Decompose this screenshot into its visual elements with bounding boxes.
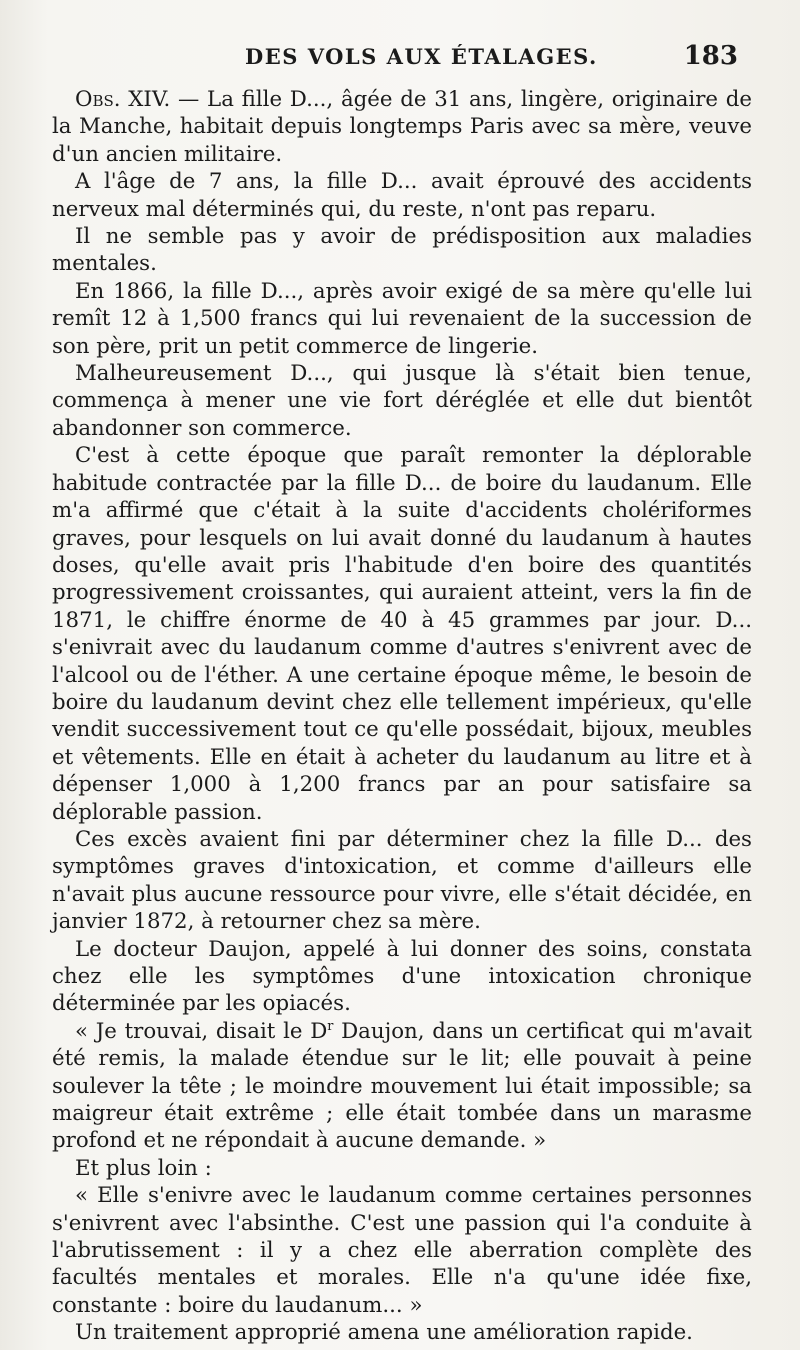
paragraph-quote bbox=[52, 1018, 752, 1155]
paragraph: En 1866, la fille D..., après avoir exigé de sa mère qu'elle lui remît 12 à 1,500 francs qui lui revenaient de la succession de son père, prit un petit commerce de lingerie. bbox=[52, 278, 752, 359]
observation-label: Obs. XIV. bbox=[75, 87, 171, 112]
paragraph-text: — La fille D..., âgée de 31 ans, lingère, originaire de la Manche, habitait depuis longtemps Paris avec sa mère, veuve d'un ancien militaire. bbox=[52, 87, 752, 167]
paragraph: Ces excès avaient fini par déterminer chez la fille D... des symptômes graves d'intoxication, et comme d'ailleurs elle n'avait plus aucune ressource pour vivre, elle s'était décidée, en janvier 1872, à retourner chez sa mère. bbox=[52, 826, 752, 935]
quote-start: « Je trouvai, disait le D bbox=[75, 1018, 328, 1044]
paragraph: Et plus loin : bbox=[75, 1155, 212, 1181]
paragraph: Un traitement approprié amena une amélioration rapide. bbox=[75, 1320, 693, 1346]
paragraph: Le docteur Daujon, appelé à lui donner des soins, constata chez elle les symptômes d'une intoxication chronique déterminée par les opiacés. bbox=[52, 936, 752, 1017]
paragraph-quote: « Elle s'enivre avec le laudanum comme certaines personnes s'enivrent avec l'absinthe. C'est une passion qui l'a conduite à l'abrutissement : il y a chez elle aberration complète des facultés mentales et morales. Elle n'a qu'une idée fixe, constante : boire du laudanum... » bbox=[52, 1183, 752, 1318]
paragraph: C'est à cette époque que paraît remonter la déplorable habitude contractée par la fille D... de boire du laudanum. Elle m'a affirmé que c'était à la suite d'accidents cholériformes graves, pour lesquels on lui avait donné du laudanum à hautes doses, qu'elle avait pris l'habitude d'en boire des quantités progressivement croissantes, qui auraient atteint, vers la fin de 1871, le chiffre énorme de 40 à 45 grammes par jour. D... s'enivrait avec du laudanum comme d'autres s'enivrent avec de l'alcool ou de l'éther. A une certaine époque même, le besoin de boire du laudanum devint chez elle tellement impérieux, qu'elle vendit successivement tout ce qu'elle possédait, bijoux, meubles et vêtements. Elle en était à acheter du laudanum au litre et à dépenser 1,000 à 1,200 francs par an pour satisfaire sa déplorable passion. bbox=[52, 443, 752, 825]
quote-text: Daujon, dans un certificat qui m'avait été remis, la malade étendue sur le lit; elle pouvait à peine soulever la tête ; le moindre mouvement lui était impossible; sa maigreur était extrême ; elle était tombée dans un marasme profond et ne répondait à aucune demande. » bbox=[52, 1018, 752, 1154]
paragraph: Malheureusement D..., qui jusque là s'était bien tenue, commença à mener une vie fort déréglée et elle dut bientôt abandonner son commerce. bbox=[52, 361, 752, 441]
running-title: DES VOLS AUX ÉTALAGES. bbox=[245, 44, 598, 69]
page-body bbox=[52, 86, 752, 1347]
paragraph-obs bbox=[52, 86, 752, 168]
page-header bbox=[0, 41, 800, 84]
page-number: 183 bbox=[683, 41, 738, 71]
superscript: r bbox=[327, 1018, 334, 1034]
paragraph: Il ne semble pas y avoir de prédisposition aux maladies mentales. bbox=[52, 224, 752, 277]
paragraph: A l'âge de 7 ans, la fille D... avait éprouvé des accidents nerveux mal déterminés qui, du reste, n'ont pas reparu. bbox=[52, 169, 752, 222]
